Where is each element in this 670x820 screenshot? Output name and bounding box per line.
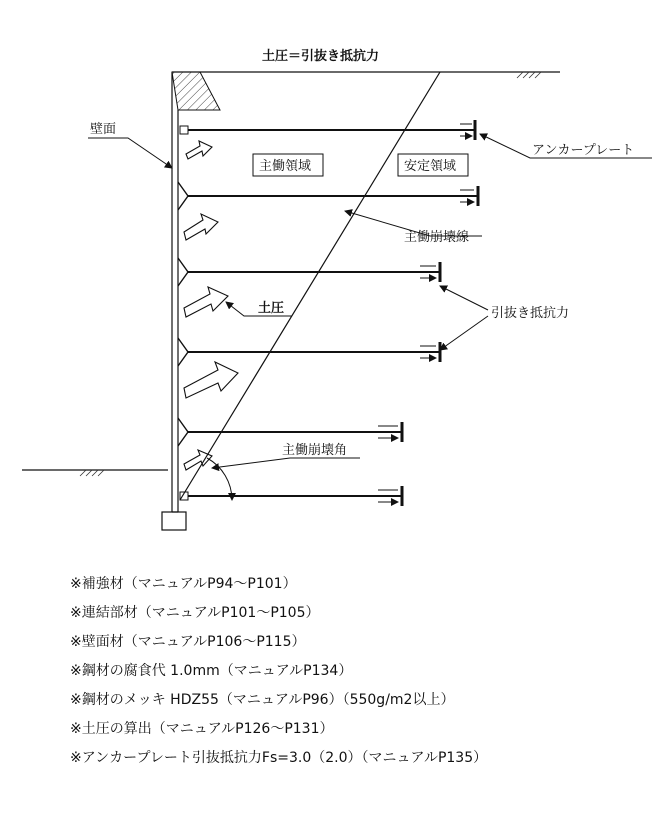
tie-rod-6 [180, 486, 402, 506]
tie-rod-3 [178, 258, 440, 286]
diagram-title: 土圧＝引抜き抵抗力 [262, 49, 380, 64]
pullout-resistance-label: 引抜き抵抗力 [491, 306, 570, 321]
wall-footing [162, 512, 186, 530]
tie-rod-4 [178, 338, 440, 366]
leader-lines [88, 134, 652, 468]
anchor-plate-label: アンカープレート [532, 143, 635, 158]
failure-line-label: 主働崩壊線 [404, 230, 470, 245]
front-ground-surface [22, 470, 168, 476]
note-item: ※土圧の算出（マニュアルP126〜P131） [70, 721, 334, 737]
tie-rod-5 [178, 418, 402, 446]
note-item: ※壁面材（マニュアルP106〜P115） [70, 634, 306, 650]
notes-list [70, 570, 487, 773]
tie-rod-1 [180, 120, 475, 140]
tie-rod-2 [178, 182, 478, 210]
note-item: ※アンカープレート引抜抵抗力Fs=3.0（2.0）（マニュアルP135） [70, 750, 488, 766]
earth-pressure-arrow-lower [184, 450, 212, 470]
active-zone-label: 主働領域 [259, 159, 312, 174]
backfill-ground-surface [172, 72, 560, 78]
failure-angle-arc [207, 458, 232, 500]
note-item: ※鋼材のメッキ HDZ55（マニュアルP96）（550g/m2以上） [70, 692, 455, 708]
note-item: ※連結部材（マニュアルP101〜P105） [70, 605, 320, 621]
stable-zone-label: 安定領域 [404, 159, 457, 174]
wall-panel [172, 72, 178, 512]
earth-pressure-label: 土圧 [258, 301, 285, 316]
note-item: ※鋼材の腐食代 1.0mm（マニュアルP134） [70, 663, 353, 679]
note-item: ※補強材（マニュアルP94〜P101） [70, 576, 297, 592]
failure-angle-label: 主働崩壊角 [282, 443, 348, 458]
earth-pressure-arrows [184, 141, 238, 398]
wall-coping [172, 72, 220, 110]
wall-label: 壁面 [90, 122, 117, 137]
